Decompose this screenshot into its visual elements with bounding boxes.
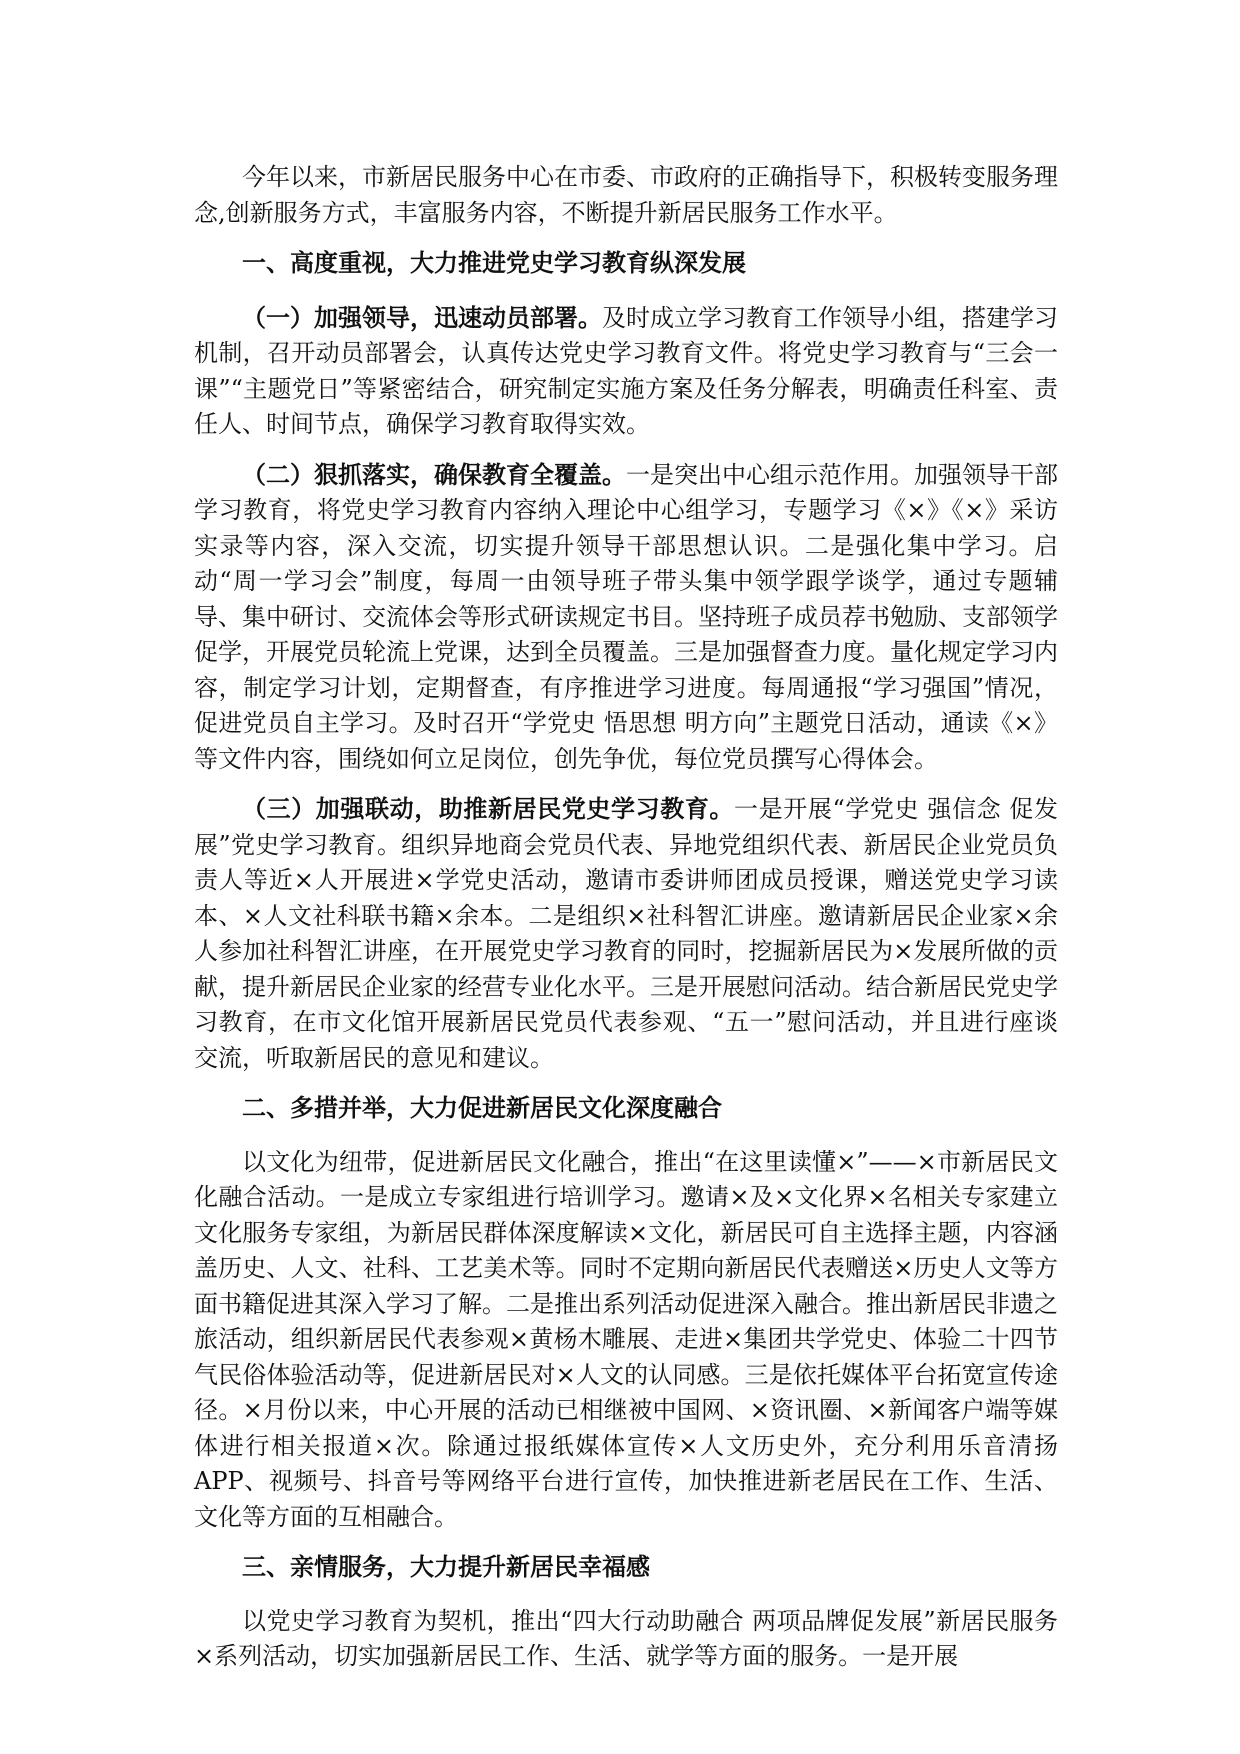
subsection-paragraph-1: [194, 300, 1058, 443]
subsection-title-2: （二）狠抓落实，确保教育全覆盖。: [242, 459, 626, 489]
section-2-paragraph: 以文化为纽带，促进新居民文化融合，推出“在这里读懂×”——×市新居民文化融合活动。一是成立专家组进行培训学习。邀请×及×文化界×名相关专家建立文化服务专家组，为新居民群体深度解读×文化，新居民可自主选择主题，内容涵盖历史、人文、社科、工艺美术等。同时不定期向新居民代表赠送×历史人文等方面书籍促进其深入学习了解。二是推出系列活动促进深入融合。推出新居民非遗之旅活动，组织新居民代表参观×黄杨木雕展、走进×集团共学党史、体验二十四节气民俗体验活动等，促进新居民对×人文的认同感。三是依托媒体平台拓宽宣传途径。×月份以来，中心开展的活动已相继被中国网、×资讯圈、×新闻客户端等媒体进行相关报道×次。除通过报纸媒体宣传×人文历史外，充分利用乐音清扬 APP、视频号、抖音号等网络平台进行宣传，加快推进新老居民在工作、生活、文化等方面的互相融合。: [194, 1147, 1058, 1531]
section-3-paragraph: 以党史学习教育为契机，推出“四大行动助融合 两项品牌促发展”新居民服务×系列活动，切实加强新居民工作、生活、就学等方面的服务。一是开展: [194, 1606, 1058, 1670]
document-page: [194, 160, 1058, 1689]
section-heading-2: 二、多措并举，大力促进新居民文化深度融合: [242, 1093, 722, 1122]
section-heading-1: 一、高度重视，大力推进党史学习教育纵深发展: [242, 248, 746, 277]
section-heading-3: 三、亲情服务，大力提升新居民幸福感: [242, 1552, 650, 1581]
subsection-title-1: （一）加强领导，迅速动员部署。: [242, 302, 602, 332]
intro-paragraph: 今年以来，市新居民服务中心在市委、市政府的正确指导下，积极转变服务理念,创新服务方式，丰富服务内容，不断提升新居民服务工作水平。: [194, 163, 1058, 227]
subsection-body-2: 一是突出中心组示范作用。加强领导干部学习教育，将党史学习教育内容纳入理论中心组学习，专题学习《×》《×》采访实录等内容，深入交流，切实提升领导干部思想认识。二是强化集中学习。启动“周一学习会”制度，每周一由领导班子带头集中领学跟学谈学，通过专题辅导、集中研讨、交流体会等形式研读规定书目。坚持班子成员荐书勉励、支部领学促学，开展党员轮流上党课，达到全员覆盖。三是加强督查力度。量化规定学习内容，制定学习计划，定期督查，有序推进学习进度。每周通报“学习强国”情况，促进党员自主学习。及时召开“学党史 悟思想 明方向”主题党日活动，通读《×》等文件内容，围绕如何立足岗位，创先争优，每位党员撰写心得体会。: [194, 460, 1058, 773]
subsection-body-3: 一是开展“学党史 强信念 促发展”党史学习教育。组织异地商会党员代表、异地党组织代表、新居民企业党员负责人等近×人开展进×学党史活动，邀请市委讲师团成员授课，赠送党史学习读本、×人文社科联书籍×余本。二是组织×社科智汇讲座。邀请新居民企业家×余人参加社科智汇讲座，在开展党史学习教育的同时，挖掘新居民为×发展所做的贡献，提升新居民企业家的经营专业化水平。三是开展慰问活动。结合新居民党史学习教育，在市文化馆开展新居民党员代表参观、“五一”慰问活动，并且进行座谈交流，听取新居民的意见和建议。: [194, 795, 1059, 1072]
subsection-body-1: 及时成立学习教育工作领导小组，搭建学习机制，召开动员部署会，认真传达党史学习教育文件。将党史学习教育与“三会一课”“主题党日”等紧密结合，研究制定实施方案及任务分解表，明确责任科室、责任人、时间节点，确保学习教育取得实效。: [194, 303, 1058, 438]
subsection-paragraph-2: [194, 457, 1058, 778]
subsection-title-3: （三）加强联动，助推新居民党史学习教育。: [242, 794, 735, 823]
subsection-paragraph-3: [194, 791, 1058, 1076]
